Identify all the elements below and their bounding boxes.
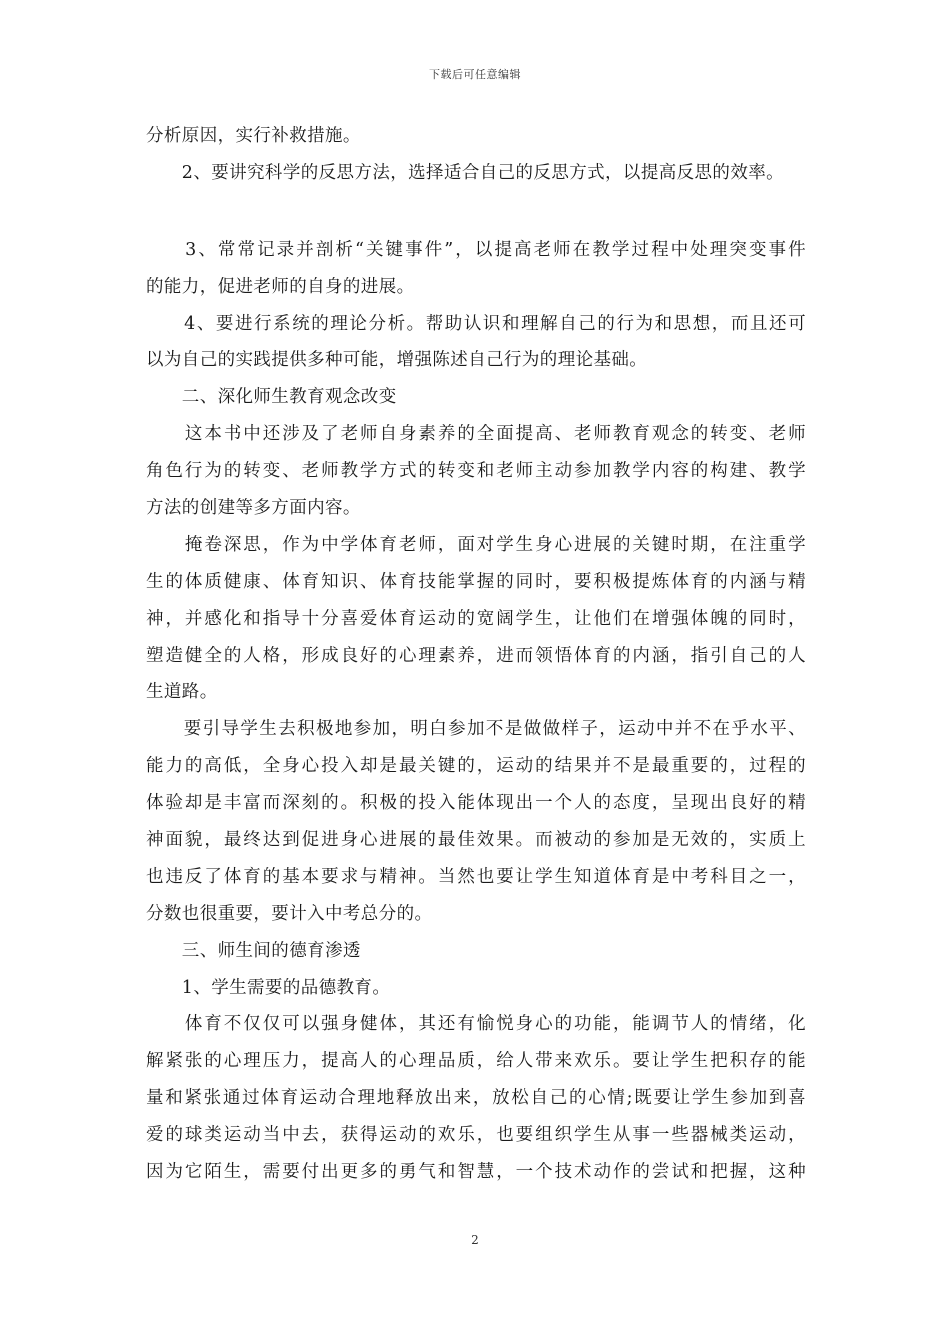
paragraph-gap	[146, 192, 806, 232]
text-line: 掩卷深思，作为中学体育老师，面对学生身心进展的关键时期，在注重学	[146, 534, 806, 555]
paragraph	[146, 232, 806, 306]
section-heading	[146, 933, 806, 970]
page-header: 下载后可任意编辑	[429, 68, 521, 81]
text-line: 能力的高低，全身心投入却是最关键的，运动的结果并不是最重要的，过程的	[146, 756, 806, 777]
paragraph	[146, 711, 806, 932]
document-body	[146, 118, 806, 1191]
text-line: 塑造健全的人格，形成良好的心理素养，进而领悟体育的内涵，指引自己的人	[146, 645, 806, 666]
text-line: 体验却是丰富而深刻的。积极的投入能体现出一个人的态度，呈现出良好的精	[146, 793, 806, 814]
text-line: 以为自己的实践提供多种可能，增强陈述自己行为的理论基础。	[146, 350, 648, 371]
text-line: 也违反了体育的基本要求与精神。当然也要让学生知道体育是中考科目之一，	[146, 866, 806, 887]
text-line: 分数也很重要，要计入中考总分的。	[146, 903, 433, 924]
paragraph	[146, 155, 806, 192]
paragraph	[146, 416, 806, 527]
text-line: 这本书中还涉及了老师自身素养的全面提高、老师教育观念的转变、老师	[146, 424, 806, 445]
text-line: 角色行为的转变、老师教学方式的转变和老师主动参加教学内容的构建、教学	[146, 461, 806, 482]
text-line: 爱的球类运动当中去，获得运动的欢乐，也要组织学生从事一些器械类运动，	[146, 1125, 806, 1146]
text-line: 生的体质健康、体育知识、体育技能掌握的同时，要积极提炼体育的内涵与精	[146, 571, 806, 592]
text-line: 三、师生间的德育渗透	[146, 940, 361, 961]
text-line: 神，并感化和指导十分喜爱体育运动的宽阔学生，让他们在增强体魄的同时，	[146, 608, 806, 629]
text-line: 神面貌，最终达到促进身心进展的最佳效果。而被动的参加是无效的，实质上	[146, 830, 806, 851]
paragraph	[146, 306, 806, 380]
paragraph	[146, 1006, 806, 1190]
text-line: 分析原因，实行补救措施。	[146, 126, 361, 146]
text-line: 二、深化师生教育观念改变	[146, 387, 397, 408]
section-heading	[146, 379, 806, 416]
text-line: 解紧张的心理压力，提高人的心理品质，给人带来欢乐。要让学生把积存的能	[146, 1051, 806, 1072]
text-line: 3、常常记录并剖析“关键事件”，以提高老师在教学过程中处理突变事件	[146, 239, 806, 260]
text-line: 要引导学生去积极地参加，明白参加不是做做样子，运动中并不在乎水平、	[146, 719, 806, 740]
text-line: 因为它陌生，需要付出更多的勇气和智慧，一个技术动作的尝试和把握，这种	[146, 1162, 806, 1183]
text-line: 的能力，促进老师的自身的进展。	[146, 276, 415, 297]
text-line: 1、学生需要的品德教育。	[146, 977, 391, 998]
paragraph	[146, 527, 806, 711]
subheading	[146, 970, 806, 1007]
paragraph	[146, 118, 806, 155]
text-line: 生道路。	[146, 682, 218, 703]
text-line: 方法的创建等多方面内容。	[146, 498, 361, 519]
text-line: 4、要进行系统的理论分析。帮助认识和理解自己的行为和思想，而且还可	[146, 313, 806, 334]
text-line: 体育不仅仅可以强身健体，其还有愉悦身心的功能，能调节人的情绪，化	[146, 1014, 806, 1035]
text-line: 2、要讲究科学的反思方法，选择适合自己的反思方式，以提高反思的效率。	[146, 162, 785, 183]
page-number: 2	[471, 1233, 479, 1247]
text-line: 量和紧张通过体育运动合理地释放出来，放松自己的心情;既要让学生参加到喜	[146, 1088, 806, 1109]
